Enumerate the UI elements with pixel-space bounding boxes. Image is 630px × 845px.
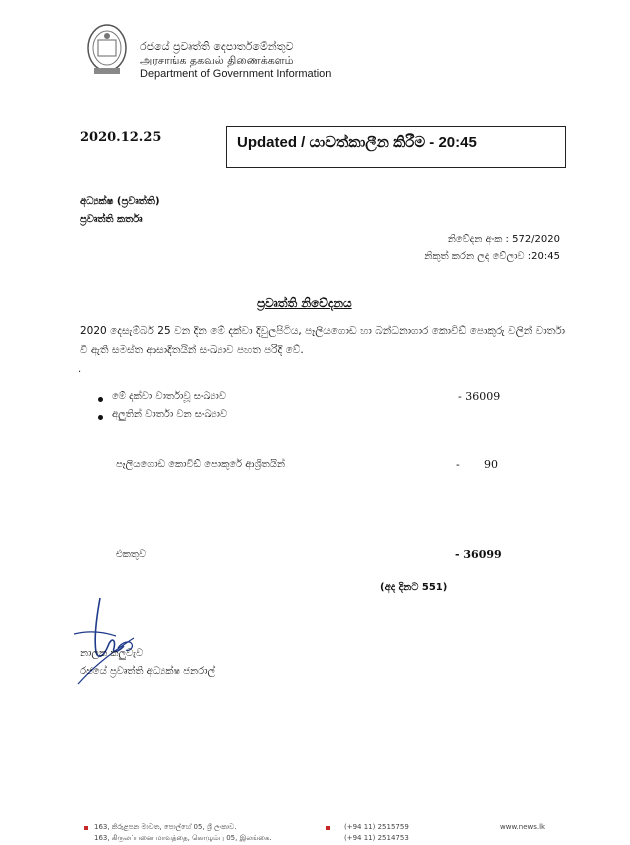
release-number: නිවේදන අංක : 572/2020 <box>447 234 560 245</box>
government-emblem <box>84 22 130 78</box>
today-count-note: (අද දිනට 551) <box>380 582 448 593</box>
department-name-tamil: அரசாங்க தகவல் திணைக்களம் <box>140 54 294 67</box>
footer-address-sinhala: 163, කිරුළපන මාවත, පොල්හේ 05, ශ්‍රී ලංකාව. <box>94 823 237 831</box>
document-date: 2020.12.25 <box>80 130 162 145</box>
press-release-heading: ප්‍රවෘත්ති නිවේදනය <box>257 296 352 310</box>
bullet-label: අලුතින් වාර්තා වන සංඛ්‍යාව <box>112 409 228 420</box>
footer-website: www.news.lk <box>500 823 546 831</box>
sub-item-dash: - <box>456 458 460 471</box>
total-value: - 36099 <box>455 548 502 561</box>
footer-address-tamil: 163, கிருலப்பனை மாவத்தை, கொழும்பு 05, இலங்கை. <box>94 834 272 842</box>
bullet-marker <box>98 397 103 402</box>
footer-phone-1: (+94 11) 2515759 <box>344 823 409 831</box>
department-name-english: Department of Government Information <box>140 68 332 80</box>
bullet-value: - 36009 <box>458 390 501 403</box>
addressee-line-2: ප්‍රවෘත්ති කර්තෘ <box>80 214 143 225</box>
addressee-line-1: අධ්‍යක්ෂ (ප්‍රවෘත්ති) <box>80 196 160 207</box>
release-time: නිකුත් කරන ලද වේලාව :20:45 <box>424 251 560 262</box>
signatory-title: රජයේ ප්‍රවෘත්ති අධ්‍යක්ෂ ජනරාල් <box>80 666 216 677</box>
footer-phone-icon <box>326 826 330 830</box>
total-label: එකතුව <box>116 549 147 560</box>
signatory-name: නාලක කලුවැව <box>80 648 144 659</box>
stray-mark: . <box>78 364 82 375</box>
sub-item-value: 90 <box>484 458 498 471</box>
footer-location-icon <box>84 826 88 830</box>
department-name-sinhala: රජයේ ප්‍රවෘත්ති දෙපාර්තමේන්තුව <box>140 40 294 53</box>
handwritten-signature <box>60 590 170 700</box>
bullet-marker <box>98 415 103 420</box>
sub-item-label: පෑලියගොඩ කොවිඩ් පොකුරේ ආශ්‍රිතයින් <box>116 459 286 470</box>
intro-paragraph: 2020 දෙසැම්බර් 25 වන දින මේ දක්වා දිවුලපිටිය, පෑලියගොඩ හා බන්ධනාගාර කොවිඩ් පොකුරු වලින් වාර්තා වී ඇති සමස්ත ආසාදිතයින් සංඛ්‍යාව පහත පරිදි වේ. <box>80 325 565 356</box>
bullet-label: මේ දක්වා වාර්තාවූ සංඛ්‍යාව <box>112 391 227 402</box>
updated-banner: Updated / යාවත්කාලීන කිරීම - 20:45 <box>226 126 566 168</box>
footer-phone-2: (+94 11) 2514753 <box>344 834 409 842</box>
